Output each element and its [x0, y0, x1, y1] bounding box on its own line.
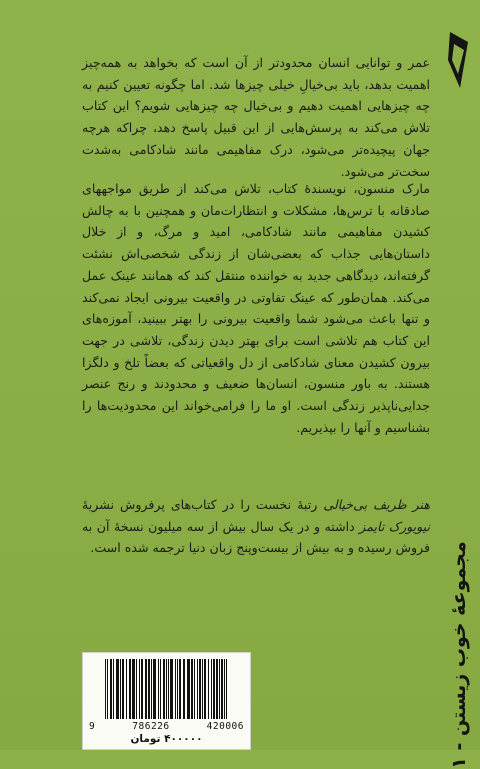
- isbn-prefix: 9: [89, 721, 96, 732]
- barcode-bar: [183, 659, 184, 719]
- paragraph-3-end: داشته و در یک سال بیش از سه میلیون نسخهٔ آن به فروش رسیده و به بیش از بیست‌وپنج زبان دنیا ترجمه شده است.: [82, 518, 430, 556]
- barcode-bar: [168, 659, 169, 719]
- barcode-bar: [129, 659, 130, 719]
- barcode-bar: [226, 659, 227, 719]
- barcode-bar: [213, 659, 214, 719]
- barcode-bar: [221, 659, 222, 719]
- barcode-bar: [194, 659, 195, 719]
- barcode-bar: [148, 659, 149, 719]
- barcode-bar: [204, 659, 205, 719]
- paragraph-3-text: رتبهٔ نخست را در کتاب‌های پرفروش نشریهٔ: [82, 497, 324, 512]
- barcode-bar: [200, 659, 201, 719]
- barcode-bar: [120, 659, 121, 719]
- barcode-bar: [192, 659, 193, 719]
- isbn-group-2: 420006: [206, 721, 244, 732]
- barcode-bar: [199, 659, 200, 719]
- barcode-bar: [113, 659, 114, 719]
- barcode-bar: [132, 659, 133, 719]
- barcode-bar: [146, 659, 147, 719]
- blurb-paragraph-3: [82, 494, 430, 559]
- barcode-bar: [133, 659, 134, 719]
- barcode-bar: [205, 659, 206, 719]
- barcode-bar: [171, 659, 172, 719]
- series-title-text: مجموعهٔ خوب زیستن - ۱: [448, 541, 470, 769]
- barcode-bar: [222, 659, 223, 719]
- barcode-bar: [142, 659, 143, 719]
- barcode-bar: [214, 659, 215, 719]
- barcode-bar: [170, 659, 171, 719]
- barcode-bar: [118, 659, 119, 719]
- barcode-bar: [191, 659, 192, 719]
- barcode-bar: [175, 659, 176, 719]
- blurb-paragraph-1: عمر و توانایی انسان محدودتر از آن است که بخواهد به همه‌چیز اهمیت بدهد، باید بی‌خیالِ خیلی چیزها شد. اما چگونه تعیین کنیم به چه چیزهایی اهمیت دهیم و بی‌خیال چه چیزهایی شویم؟ این کتاب تلاش می‌کند به پرسش‌هایی از این قبیل پاسخ دهد، چراکه هرچه جهان پیچیده‌تر می‌شود، درک مفاهیمی مانند شادکامی به‌شدت سخت‌تر می‌شود.: [82, 55, 430, 179]
- isbn-number: [89, 721, 244, 732]
- barcode-bar: [145, 659, 146, 719]
- barcode-bar: [122, 659, 123, 719]
- barcode-bar: [130, 659, 131, 719]
- barcode-bar: [224, 659, 225, 719]
- barcode-bar: [189, 659, 190, 719]
- barcode-bar: [149, 659, 150, 719]
- barcode-bar: [123, 659, 124, 719]
- barcode-bar: [160, 659, 161, 719]
- barcode-bar: [151, 659, 152, 719]
- barcode-bar: [139, 659, 140, 719]
- barcode-bar: [202, 659, 203, 719]
- blurb-paragraph-2: مارک منسون، نویسندهٔ کتاب، تلاش می‌کند از طریق مواجههای صادقانه با ترس‌ها، مشکلات و انتظارات‌مان و همچنین با به چالش کشیدن مفاهیمی مانند شادکامی، امید و مرگ، و از خلال داستان‌هایی جذاب که بعضی‌شان از زندگی شخصی‌اش نشئت گرفته‌اند، دیدگاهی جدید به خواننده منتقل کند که همانند عینک عمل می‌کند. همان‌طور که عینک تفاوتی در واقعیت بیرونی ایجاد نمی‌کند و تنها باعث می‌شود شما واقعیت بیرونی را بهتر ببینید، آموزه‌های این کتاب هم تلاشی است برای بهتر دیدن زندگی، تلاشی در جهت بیرون کشیدن معنای شادکامی از دل واقعیاتی که بعضاً تلخ و دلگزا هستند. به باور منسون، انسان‌ها ضعیف و محدودند و رنج عنصر جدایی‌ناپذیر زندگی است. او ما را فرامی‌خواند این محدودیت‌ها را بشناسیم و آنها را بپذیریم.: [82, 181, 430, 435]
- book-title-mention: هنر ظریف بی‌خیالی: [323, 497, 430, 512]
- barcode-bar: [177, 659, 178, 719]
- barcode-bar: [164, 659, 165, 719]
- isbn-group-1: 786226: [132, 721, 170, 732]
- barcode-bar: [217, 659, 218, 719]
- barcode-bar: [197, 659, 198, 719]
- publication-mention: نیویورک تایمز: [359, 518, 430, 534]
- barcode-icon: [105, 659, 229, 719]
- barcode-bar: [107, 659, 108, 719]
- barcode-bar: [184, 659, 185, 719]
- barcode-bar: [172, 659, 173, 719]
- barcode-bar: [111, 659, 112, 719]
- barcode-bar: [155, 659, 156, 719]
- barcode-label: [82, 652, 251, 750]
- barcode-bar: [208, 659, 209, 719]
- barcode-bar: [136, 659, 137, 719]
- barcode-bar: [141, 659, 142, 719]
- barcode-bar: [117, 659, 118, 719]
- barcode-bar: [219, 659, 220, 719]
- barcode-bar: [153, 659, 154, 719]
- barcode-bar: [116, 659, 117, 719]
- barcode-bar: [158, 659, 159, 719]
- barcode-bar: [105, 659, 106, 719]
- barcode-bar: [154, 659, 155, 719]
- barcode-bar: [216, 659, 217, 719]
- barcode-bar: [211, 659, 212, 719]
- barcode-bar: [110, 659, 111, 719]
- barcode-bar: [126, 659, 127, 719]
- price-label: ۴۰۰۰۰۰ تومان: [130, 733, 203, 745]
- series-title: [442, 541, 476, 769]
- barcode-bar: [134, 659, 135, 719]
- barcode-bar: [166, 659, 167, 719]
- barcode-bar: [188, 659, 189, 719]
- barcode-bar: [187, 659, 188, 719]
- barcode-bar: [180, 659, 181, 719]
- barcode-bar: [163, 659, 164, 719]
- publisher-logo-icon: [446, 30, 470, 90]
- barcode-bar: [179, 659, 180, 719]
